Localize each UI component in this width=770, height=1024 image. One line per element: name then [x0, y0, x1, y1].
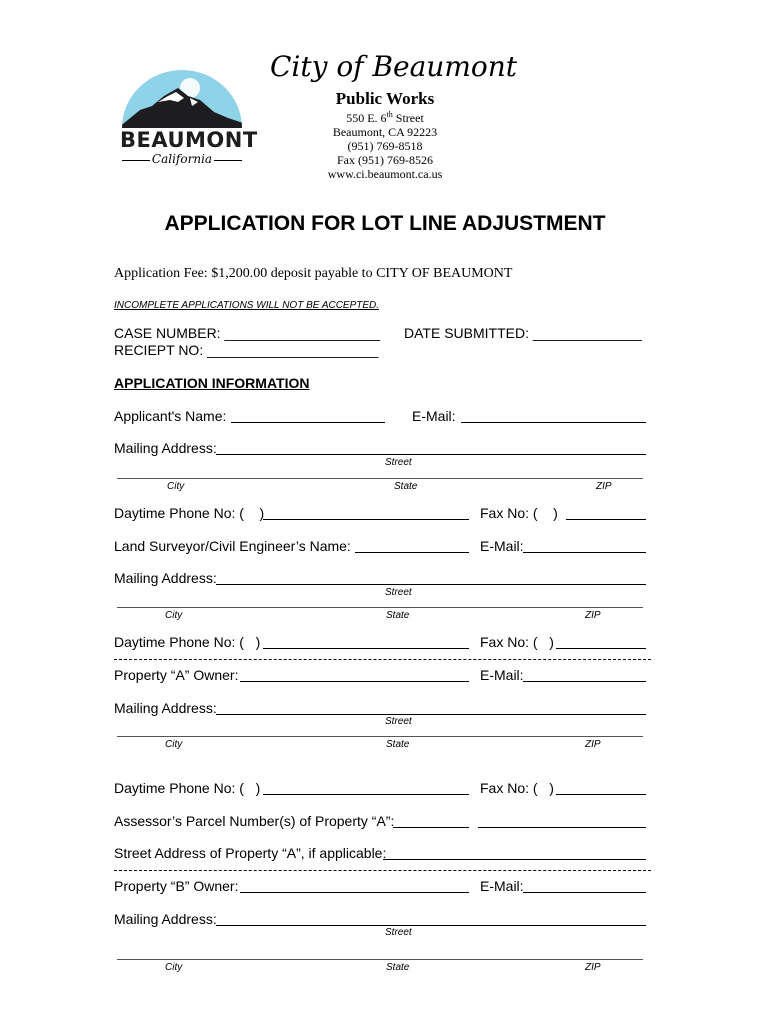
receipt-number-field[interactable]: RECIEPT NO: ______________________: [114, 342, 379, 358]
address-number: 550 E. 6: [346, 111, 387, 125]
owner-b-city-caption: City: [165, 962, 183, 973]
owner-a-city-caption: City: [165, 739, 183, 750]
owner-b-city-state-zip-field[interactable]: [117, 959, 643, 960]
website[interactable]: www.ci.beaumont.ca.us: [327, 167, 443, 181]
surveyor-city-caption: City: [165, 610, 183, 621]
owner-a-apn-field-2[interactable]: [478, 827, 646, 828]
form-title: APPLICATION FOR LOT LINE ADJUSTMENT: [164, 212, 606, 235]
owner-a-street-caption: Street: [385, 716, 412, 727]
owner-a-city-state-zip-field[interactable]: [117, 736, 643, 737]
address-suffix: th: [386, 110, 393, 119]
surveyor-state-caption: State: [386, 610, 410, 621]
surveyor-zip-caption: ZIP: [585, 610, 601, 621]
surveyor-name-field[interactable]: [355, 552, 469, 553]
applicant-street-field[interactable]: [216, 454, 646, 455]
owner-b-email-label: E-Mail:: [480, 878, 524, 894]
surveyor-email-label: E-Mail:: [480, 538, 524, 554]
owner-a-phone-field[interactable]: [263, 794, 469, 795]
owner-b-email-field[interactable]: [523, 892, 646, 893]
owner-a-street-address-field[interactable]: [383, 859, 646, 860]
surveyor-mailing-label: Mailing Address:: [114, 570, 217, 586]
owner-a-apn-field-1[interactable]: [393, 827, 469, 828]
owner-b-name-field[interactable]: [240, 892, 469, 893]
logo-brand-text: BEAUMONT: [120, 128, 258, 152]
case-number-field[interactable]: CASE NUMBER: ____________________: [114, 325, 381, 341]
section-divider: [114, 659, 651, 660]
address-line-2: Beaumont, CA 92223: [332, 125, 438, 139]
logo-state-text: California: [151, 152, 213, 166]
surveyor-street-caption: Street: [385, 587, 412, 598]
applicant-fax-field[interactable]: [566, 519, 646, 520]
page-header-title: City of Beaumont: [270, 50, 518, 83]
applicant-name-label: Applicant's Name:: [114, 408, 227, 424]
applicant-name-field[interactable]: [231, 422, 385, 423]
department-name: Public Works: [335, 89, 435, 108]
applicant-email-label: E-Mail:: [412, 408, 456, 424]
owner-a-apn-label: Assessor’s Parcel Number(s) of Property “A”:: [114, 813, 395, 829]
owner-b-label: Property “B” Owner:: [114, 878, 239, 894]
surveyor-phone-field[interactable]: [263, 648, 469, 649]
owner-b-mailing-label: Mailing Address:: [114, 911, 217, 927]
owner-a-email-label: E-Mail:: [480, 667, 524, 683]
owner-a-zip-caption: ZIP: [585, 739, 601, 750]
fax-number: Fax (951) 769-8526: [337, 153, 433, 167]
section-divider: [114, 870, 651, 871]
owner-a-fax-label: Fax No: ( ): [480, 780, 554, 796]
applicant-phone-field[interactable]: [263, 519, 469, 520]
owner-b-street-caption: Street: [385, 927, 412, 938]
applicant-email-field[interactable]: [461, 422, 646, 423]
address-street: Street: [392, 111, 424, 125]
owner-b-state-caption: State: [386, 962, 410, 973]
owner-a-email-field[interactable]: [523, 681, 646, 682]
owner-a-phone-label: Daytime Phone No: ( ): [114, 780, 261, 796]
applicant-street-caption: Street: [385, 457, 412, 468]
applicant-city-state-zip-field[interactable]: [117, 478, 643, 479]
applicant-state-caption: State: [394, 481, 418, 492]
surveyor-name-label: Land Surveyor/Civil Engineer’s Name:: [114, 538, 351, 554]
application-fee: Application Fee: $1,200.00 deposit payable to CITY OF BEAUMONT: [114, 266, 513, 281]
date-submitted-field[interactable]: DATE SUBMITTED: ______________: [404, 325, 642, 341]
owner-a-street-address-label: Street Address of Property “A”, if applicable:: [114, 845, 387, 861]
owner-a-fax-field[interactable]: [556, 794, 646, 795]
owner-a-street-field[interactable]: [216, 714, 646, 715]
surveyor-street-field[interactable]: [216, 584, 646, 585]
city-logo: [118, 66, 258, 176]
section-heading: APPLICATION INFORMATION: [114, 375, 310, 391]
applicant-zip-caption: ZIP: [596, 481, 612, 492]
phone-number: (951) 769-8518: [347, 139, 423, 153]
address-line-1: [300, 110, 470, 126]
surveyor-fax-label: Fax No: ( ): [480, 634, 554, 650]
owner-a-name-field[interactable]: [240, 681, 469, 682]
incomplete-notice: INCOMPLETE APPLICATIONS WILL NOT BE ACCEPTED.: [114, 300, 380, 311]
owner-b-zip-caption: ZIP: [585, 962, 601, 973]
surveyor-email-field[interactable]: [523, 552, 646, 553]
owner-a-state-caption: State: [386, 739, 410, 750]
owner-a-mailing-label: Mailing Address:: [114, 700, 217, 716]
owner-b-street-field[interactable]: [216, 925, 646, 926]
surveyor-phone-label: Daytime Phone No: ( ): [114, 634, 261, 650]
owner-a-label: Property “A” Owner:: [114, 667, 239, 683]
surveyor-fax-field[interactable]: [556, 648, 646, 649]
applicant-phone-label: Daytime Phone No: ( ): [114, 505, 265, 521]
surveyor-city-state-zip-field[interactable]: [117, 607, 643, 608]
applicant-fax-label: Fax No: ( ): [480, 505, 558, 521]
applicant-mailing-label: Mailing Address:: [114, 440, 217, 456]
applicant-city-caption: City: [167, 481, 185, 492]
